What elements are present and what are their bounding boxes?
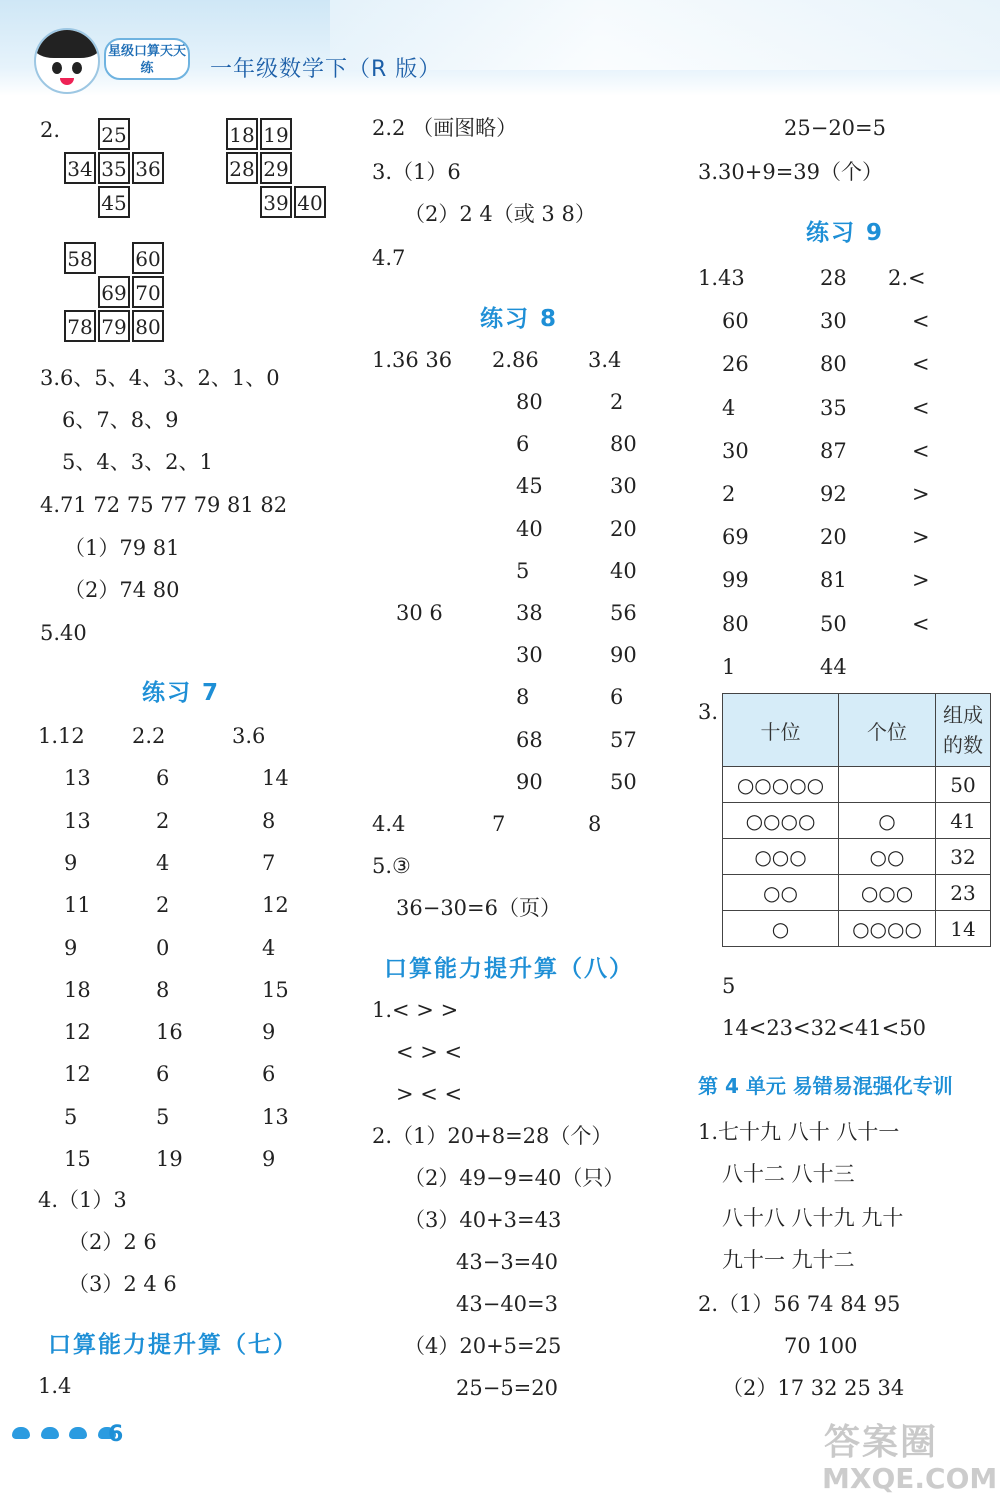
answer-line: 4.71 72 75 77 79 81 82 — [40, 493, 288, 517]
answer-value: < — [912, 309, 930, 334]
answer-value: 0 — [156, 935, 170, 960]
answer-value: 81 — [820, 568, 847, 593]
answer-value: 80 — [722, 611, 749, 636]
answer-line: （4）20+5=25 — [404, 1334, 562, 1358]
answer-line: 5.③ — [372, 854, 411, 878]
circle-count: ○○ — [839, 839, 936, 875]
answer-value: 14 — [262, 766, 289, 791]
section-title: 练习 8 — [480, 306, 559, 332]
answer-value: 1.36 36 — [372, 348, 453, 372]
answer-value: 12 — [262, 893, 289, 918]
number-cell: 58 — [64, 242, 96, 274]
composed-number: 50 — [936, 767, 991, 803]
answer-line: 2.（1）56 74 84 95 — [698, 1292, 901, 1316]
table-row — [723, 875, 991, 911]
answer-line: （2）2 6 — [68, 1230, 157, 1254]
answer-value: 20 — [610, 516, 637, 541]
circle-count: ○○ — [723, 875, 839, 911]
question-label: 3. — [698, 700, 719, 724]
number-cell: 79 — [98, 310, 130, 342]
circle-count: ○○○ — [839, 875, 936, 911]
answer-line: 3.30+9=39（个） — [698, 160, 884, 184]
answer-value: 8 — [156, 977, 170, 1002]
answer-line: 25−20=5 — [784, 116, 886, 140]
answer-value: 13 — [64, 766, 91, 791]
number-cell: 25 — [98, 118, 130, 150]
answer-value: 7 — [262, 850, 276, 875]
answer-value: 6 — [262, 1062, 276, 1087]
number-cell: 78 — [64, 310, 96, 342]
section-title: 口算能力提升算（七） — [48, 1332, 298, 1358]
answer-value: 50 — [610, 769, 637, 794]
answer-value: 5 — [516, 558, 530, 583]
answer-value: 13 — [262, 1104, 289, 1129]
answer-value: 38 — [516, 601, 543, 625]
answer-value: 9 — [262, 1147, 276, 1171]
answer-line: 6、7、8、9 — [62, 408, 179, 432]
answer-value: 19 — [156, 1147, 183, 1171]
composed-number: 32 — [936, 839, 991, 875]
answer-value: 30 — [722, 438, 749, 463]
answer-value: 57 — [610, 727, 637, 752]
answer-line: 43−40=3 — [456, 1292, 558, 1316]
answer-line: > < < — [396, 1082, 463, 1106]
answer-value: 92 — [820, 482, 847, 506]
answer-value: 20 — [820, 525, 847, 550]
answer-value: > — [912, 568, 930, 593]
page-header — [0, 0, 1000, 96]
answer-value: 4 — [722, 395, 736, 420]
answer-line: 5.40 — [40, 621, 87, 645]
section-title: 练习 9 — [806, 220, 885, 246]
answer-value: 44 — [820, 654, 847, 679]
answer-value: 8 — [262, 808, 276, 833]
book-title: 一年级数学下（R 版） — [210, 57, 442, 82]
answer-line: （3）2 4 6 — [68, 1272, 177, 1296]
answer-value: 56 — [610, 601, 637, 625]
answer-line: 36−30=6（页） — [396, 896, 561, 920]
answer-value: 4.4 — [372, 812, 406, 836]
answer-line: 5、4、3、2、1 — [62, 450, 213, 474]
number-cell: 40 — [294, 186, 326, 218]
answer-value: 2 — [156, 808, 170, 833]
answer-value: 80 — [820, 352, 847, 377]
paw-icon — [12, 1427, 30, 1439]
answer-value: < — [912, 395, 930, 420]
series-logo: 星级口算天天练 — [104, 38, 190, 80]
answer-value: 4 — [156, 850, 170, 875]
answer-line: 1.七十九 八十 八十一 — [698, 1120, 900, 1144]
composed-number: 14 — [936, 911, 991, 947]
paw-icon — [41, 1427, 59, 1439]
answer-value: 4 — [262, 935, 276, 960]
answer-line: 3.（1）6 — [372, 160, 461, 184]
table-header-number: 组成的数 — [936, 694, 991, 767]
answer-value: > — [912, 525, 930, 550]
answer-value: 28 — [820, 266, 847, 290]
answer-value: 12 — [64, 1062, 91, 1087]
place-value-table — [722, 693, 991, 947]
circle-count: ○○○○ — [723, 803, 839, 839]
answer-value: > — [912, 482, 930, 506]
number-cell: 69 — [98, 276, 130, 308]
answer-value: 30 6 — [396, 601, 443, 625]
answer-line: 2.（1）20+8=28（个） — [372, 1124, 613, 1148]
answer-value: 9 — [262, 1020, 276, 1045]
answer-value: 69 — [722, 525, 749, 550]
answer-line: 43−3=40 — [456, 1250, 558, 1274]
answer-line: 3.6、5、4、3、2、1、0 — [40, 366, 280, 390]
number-cell: 70 — [132, 276, 164, 308]
answer-value: 80 — [516, 390, 543, 414]
answer-value: 50 — [820, 611, 847, 636]
answer-value: 26 — [722, 352, 749, 377]
answer-value: 35 — [820, 395, 847, 420]
answer-line: < > < — [396, 1040, 463, 1064]
answer-value: 45 — [516, 474, 543, 499]
answer-value: 40 — [610, 558, 637, 583]
section-title: 第 4 单元 易错易混强化专训 — [698, 1074, 953, 1098]
answer-value: 1.12 — [38, 724, 85, 748]
answer-value: 3.6 — [232, 724, 266, 748]
table-row — [723, 911, 991, 947]
table-row — [723, 839, 991, 875]
answer-value: 2.2 — [132, 724, 166, 748]
circle-count: ○ — [839, 803, 936, 839]
number-cell: 18 — [226, 118, 258, 150]
number-cell: 36 — [132, 152, 164, 184]
answer-line: 4.（1）3 — [38, 1188, 127, 1212]
answer-value: 9 — [64, 935, 78, 960]
answer-value: 6 — [516, 432, 530, 457]
answer-value: 6 — [156, 766, 170, 791]
answer-value: < — [912, 352, 930, 377]
number-cell: 34 — [64, 152, 96, 184]
answer-line: 70 100 — [784, 1334, 858, 1358]
answer-value: 8 — [516, 685, 530, 710]
question-label: 2. — [40, 118, 61, 142]
number-cell: 45 — [98, 186, 130, 218]
circle-count: ○○○○○ — [723, 767, 839, 803]
answer-value: 90 — [516, 769, 543, 794]
watermark: 答案圈 — [824, 1422, 939, 1463]
answer-value: < — [912, 611, 930, 636]
circle-count — [839, 767, 936, 803]
table-header-ones: 个位 — [839, 694, 936, 767]
answer-line: （1）79 81 — [64, 536, 180, 560]
answer-value: 90 — [610, 643, 637, 668]
answer-line: 4.7 — [372, 246, 406, 270]
answer-line: （3）40+3=43 — [404, 1208, 562, 1232]
answer-value: 13 — [64, 808, 91, 833]
answer-value: < — [912, 438, 930, 463]
footer-dots — [12, 1420, 120, 1444]
answer-line: 5 — [722, 974, 736, 998]
answer-value: 6 — [610, 685, 624, 710]
answer-value: 2 — [610, 390, 624, 414]
answer-value: 60 — [722, 309, 749, 334]
answer-value: 2 — [722, 482, 736, 506]
answer-value: 2.< — [888, 266, 926, 290]
answer-value: 2.86 — [492, 348, 539, 372]
number-cell: 28 — [226, 152, 258, 184]
answer-value: 9 — [64, 850, 78, 875]
answer-value: 1.43 — [698, 266, 745, 290]
section-title: 口算能力提升算（八） — [384, 956, 634, 982]
answer-value: 18 — [64, 977, 91, 1002]
answer-value: 16 — [156, 1020, 183, 1045]
answer-line: （2）74 80 — [64, 578, 180, 602]
watermark-url: MXQE.COM — [822, 1462, 998, 1495]
answer-line: （2）17 32 25 34 — [722, 1376, 905, 1400]
table-row — [723, 803, 991, 839]
number-cell: 80 — [132, 310, 164, 342]
answer-value: 12 — [64, 1020, 91, 1045]
number-cell: 19 — [260, 118, 292, 150]
answer-line: （2）49−9=40（只） — [404, 1166, 625, 1190]
answer-value: 11 — [64, 893, 91, 918]
circle-count: ○ — [723, 911, 839, 947]
number-cell: 29 — [260, 152, 292, 184]
answer-value: 80 — [610, 432, 637, 457]
answer-line: （2）2 4（或 3 8） — [404, 202, 596, 226]
answer-value: 68 — [516, 727, 543, 752]
mascot-icon — [34, 28, 100, 94]
answer-value: 5 — [156, 1104, 170, 1129]
table-row — [723, 767, 991, 803]
answer-value: 30 — [516, 643, 543, 668]
answer-line: 八十二 八十三 — [722, 1162, 855, 1186]
number-cell: 60 — [132, 242, 164, 274]
answer-value: 1 — [722, 654, 736, 679]
section-title: 练习 7 — [142, 680, 221, 706]
answer-value: 7 — [492, 812, 506, 836]
paw-icon — [69, 1427, 87, 1439]
answer-value: 30 — [820, 309, 847, 334]
answer-value: 8 — [588, 812, 602, 836]
composed-number: 23 — [936, 875, 991, 911]
circle-count: ○○○ — [723, 839, 839, 875]
answer-line: 1.4 — [38, 1374, 72, 1398]
answer-value: 3.4 — [588, 348, 622, 372]
answer-line: 25−5=20 — [456, 1376, 558, 1400]
answer-line: 九十一 九十二 — [722, 1248, 855, 1272]
answer-value: 30 — [610, 474, 637, 499]
composed-number: 41 — [936, 803, 991, 839]
answer-line: 2.2 （画图略） — [372, 116, 518, 140]
answer-value: 15 — [64, 1147, 91, 1171]
answer-value: 87 — [820, 438, 847, 463]
page-number: 6 — [108, 1422, 124, 1447]
circle-count: ○○○○ — [839, 911, 936, 947]
answer-line: 14<23<32<41<50 — [722, 1016, 926, 1040]
table-header-tens: 十位 — [723, 694, 839, 767]
answer-value: 2 — [156, 893, 170, 918]
number-cell: 35 — [98, 152, 130, 184]
answer-value: 40 — [516, 516, 543, 541]
number-cell: 39 — [260, 186, 292, 218]
answer-value: 6 — [156, 1062, 170, 1087]
answer-line: 八十八 八十九 九十 — [722, 1206, 904, 1230]
answer-line: 1.< > > — [372, 998, 459, 1022]
answer-value: 99 — [722, 568, 749, 593]
answer-value: 15 — [262, 977, 289, 1002]
answer-value: 5 — [64, 1104, 78, 1129]
